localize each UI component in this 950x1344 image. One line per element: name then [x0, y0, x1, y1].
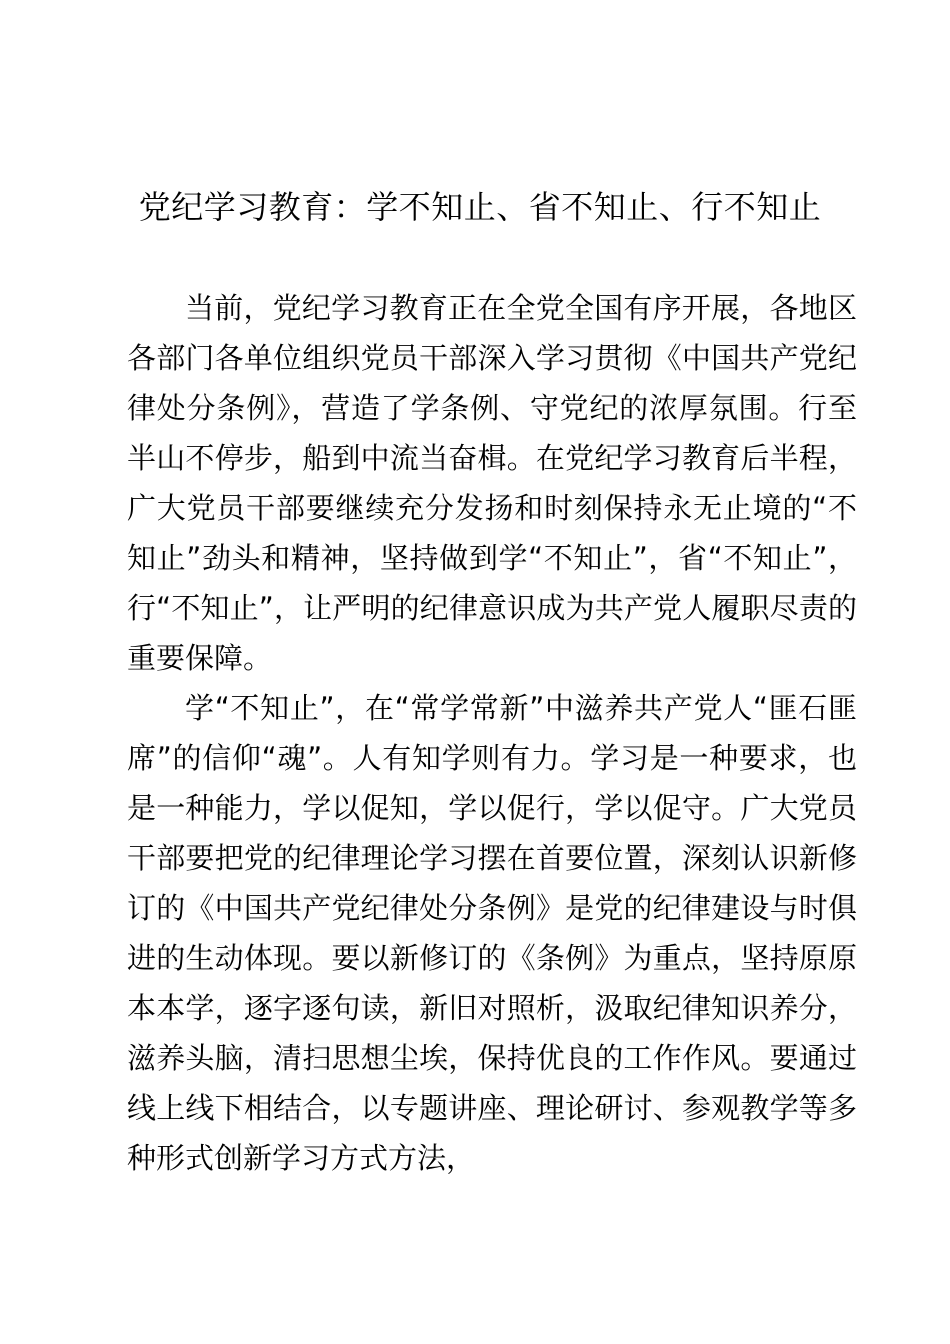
document-body — [127, 283, 857, 1183]
paragraph-1: 当前，党纪学习教育正在全党全国有序开展，各地区各部门各单位组织党员干部深入学习贯彻《中国共产党纪律处分条例》，营造了学条例、守党纪的浓厚氛围。行至半山不停步，船到中流当奋楫。在党纪学习教育后半程，广大党员干部要继续充分发扬和时刻保持永无止境的“不知止”劲头和精神，坚持做到学“不知止”，省“不知止”，行“不知止”，让严明的纪律意识成为共产党人履职尽责的重要保障。 — [127, 291, 857, 675]
paragraph-2: 学“不知止”，在“常学常新”中滋养共产党人“匪石匪席”的信仰“魂”。人有知学则有力。学习是一种要求，也是一种能力，学以促知，学以促行，学以促守。广大党员干部要把党的纪律理论学习摆在首要位置，深刻认识新修订的《中国共产党纪律处分条例》是党的纪律建设与时俱进的生动体现。要以新修订的《条例》为重点，坚持原原本本学，逐字逐句读，新旧对照析，汲取纪律知识养分，滋养头脑，清扫思想尘埃，保持优良的工作作风。要通过线上线下相结合，以专题讲座、理论研讨、参观教学等多种形式创新学习方式方法， — [127, 691, 857, 1175]
document-title: 党纪学习教育：学不知止、省不知止、行不知止 — [138, 188, 822, 226]
